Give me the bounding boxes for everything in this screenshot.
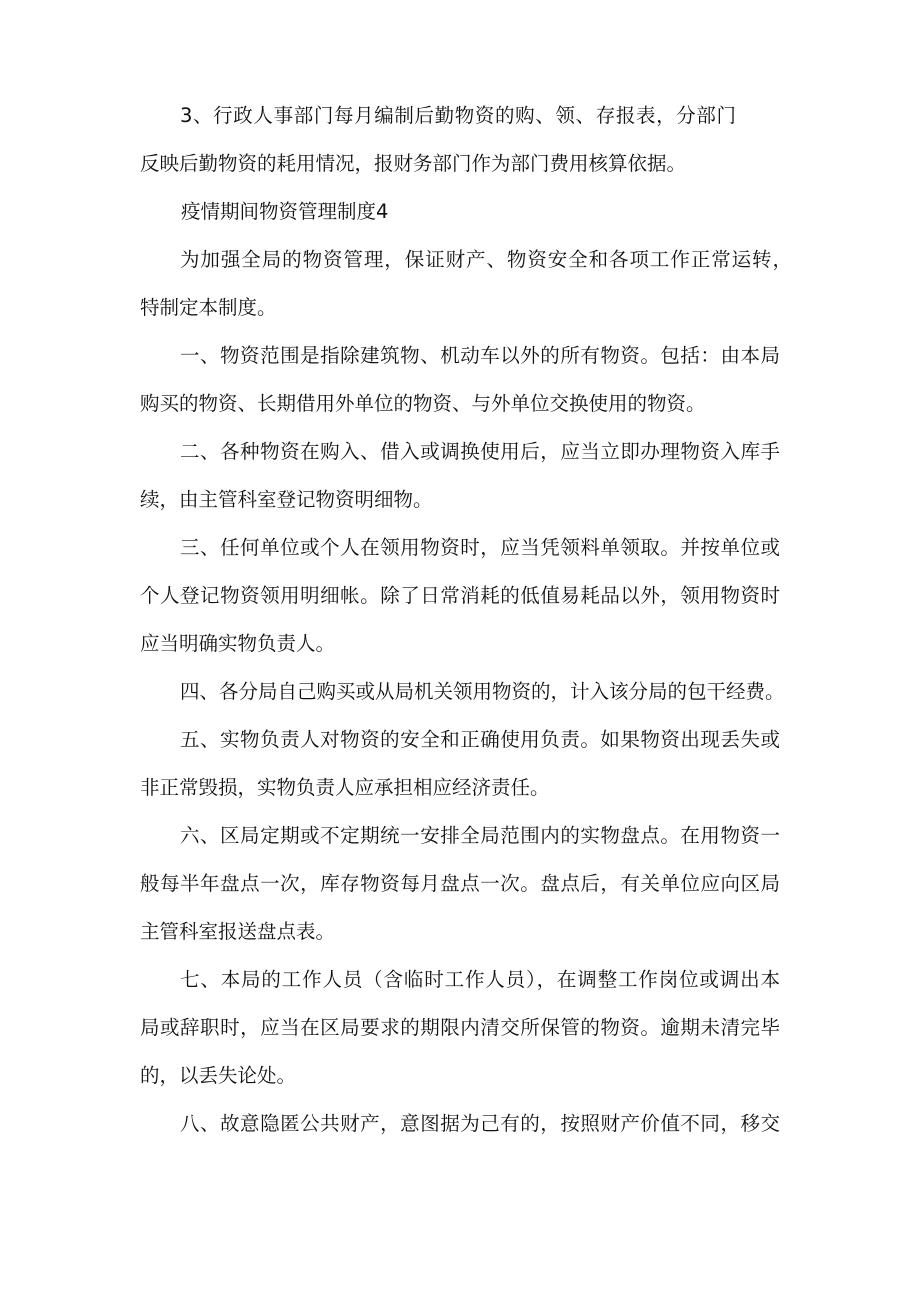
text-line: 四、各分局自己购买或从局机关领用物资的，计入该分局的包干经费。	[180, 680, 785, 703]
text-line: 五、实物负责人对物资的安全和正确使用负责。如果物资出现丢失或	[180, 728, 780, 751]
text-line: 二、各种物资在购入、借入或调换使用后，应当立即办理物资入库手	[180, 440, 780, 463]
text-line: 般每半年盘点一次，库存物资每月盘点一次。盘点后，有关单位应向区局	[140, 872, 780, 895]
text-line: 局或辞职时，应当在区局要求的期限内清交所保管的物资。逾期未清完毕	[140, 1016, 780, 1039]
text-line: 反映后勤物资的耗用情况，报财务部门作为部门费用核算依据。	[140, 152, 687, 175]
text-line: 为加强全局的物资管理，保证财产、物资安全和各项工作正常运转，	[180, 248, 792, 271]
section-title: 疫情期间物资管理制度4	[181, 200, 389, 223]
text-line: 个人登记物资领用明细帐。除了日常消耗的低值易耗品以外，领用物资时	[140, 584, 780, 607]
text-line: 八、故意隐匿公共财产，意图据为己有的，按照财产价值不同，移交	[180, 1112, 780, 1135]
text-line: 非正常毁损，实物负责人应承担相应经济责任。	[140, 776, 550, 799]
text-line: 特制定本制度。	[140, 296, 277, 319]
text-line: 三、任何单位或个人在领用物资时，应当凭领料单领取。并按单位或	[180, 536, 780, 559]
text-line: 六、区局定期或不定期统一安排全局范围内的实物盘点。在用物资一	[180, 824, 780, 847]
text-line: 续，由主管科室登记物资明细物。	[140, 488, 433, 511]
text-line: 主管科室报送盘点表。	[140, 920, 336, 943]
text-line: 应当明确实物负责人。	[140, 632, 336, 655]
text-line: 的，以丢失论处。	[140, 1064, 297, 1087]
text-line: 购买的物资、长期借用外单位的物资、与外单位交换使用的物资。	[140, 392, 706, 415]
text-line: 3、行政人事部门每月编制后勤物资的购、领、存报表，分部门	[180, 104, 736, 127]
text-line: 七、本局的工作人员（含临时工作人员），在调整工作岗位或调出本	[180, 968, 780, 991]
text-line: 一、物资范围是指除建筑物、机动车以外的所有物资。包括：由本局	[180, 344, 780, 367]
